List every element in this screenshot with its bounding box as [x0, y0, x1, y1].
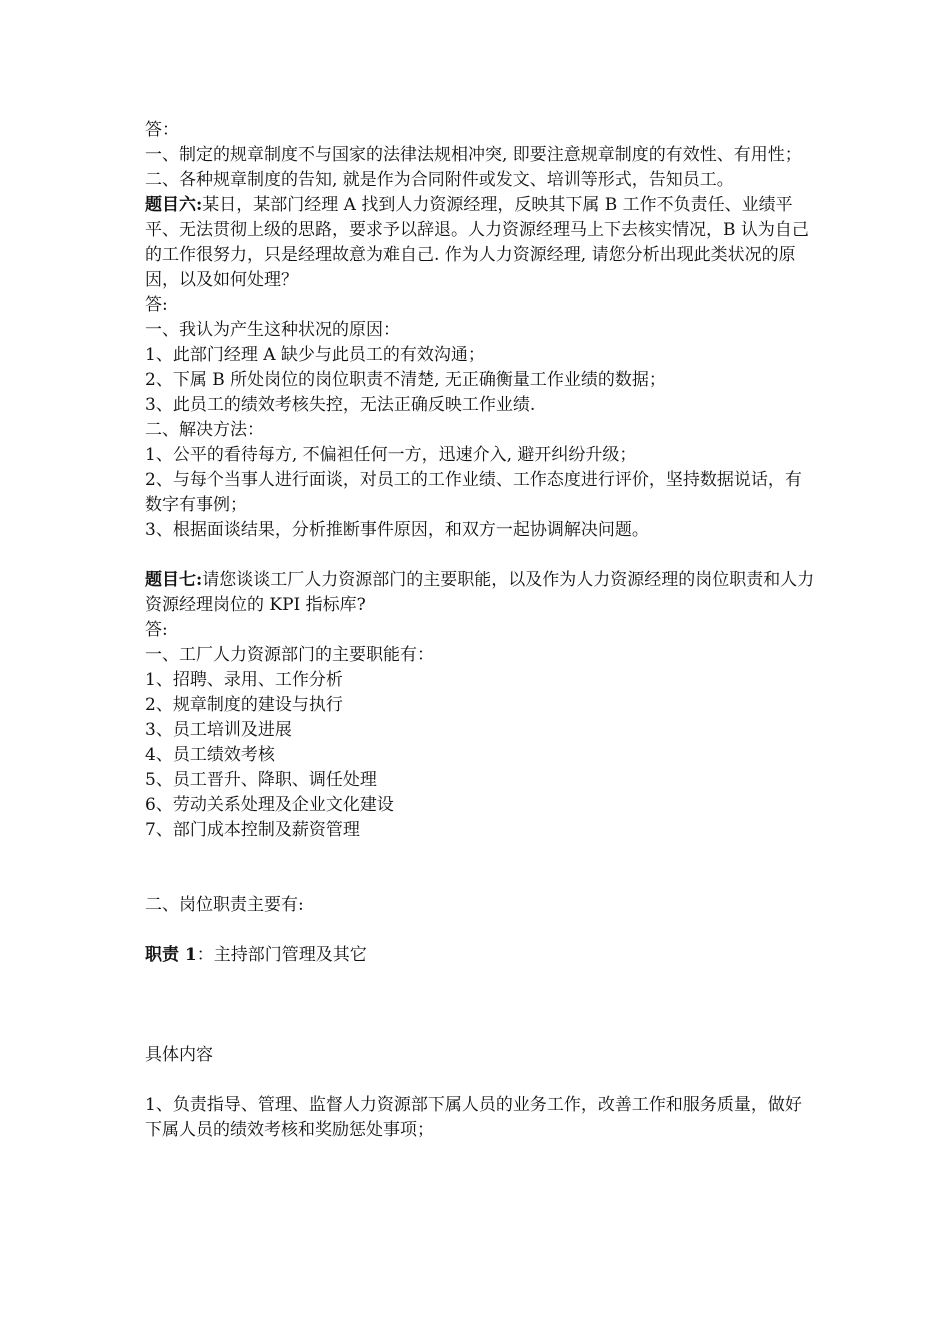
list-item: 1、公平的看待每方, 不偏袒任何一方，迅速介入, 避开纠纷升级； — [145, 445, 637, 465]
details-header: 具体内容 — [145, 1045, 213, 1065]
duty-one — [145, 943, 815, 968]
question-text: 请您谈谈工厂人力资源部门的主要职能，以及作为人力资源经理的岗位职责和人力资源经理岗位的 KPI 指标库? — [145, 570, 815, 615]
spacer — [145, 543, 815, 568]
question-seven — [145, 568, 815, 618]
list-item: 2、规章制度的建设与执行 — [145, 695, 343, 715]
section-header: 二、解决方法： — [145, 420, 264, 440]
section-header: 一、我认为产生这种状况的原因： — [145, 320, 400, 340]
list-item: 6、劳动关系处理及企业文化建设 — [145, 795, 394, 815]
list-item: 3、员工培训及进展 — [145, 720, 292, 740]
section-header: 二、岗位职责主要有: — [145, 895, 304, 915]
document-page — [145, 118, 815, 1143]
list-item: 7、部门成本控制及薪资管理 — [145, 820, 360, 840]
list-item: 5、员工晋升、降职、调任处理 — [145, 770, 377, 790]
list-item: 2、与每个当事人进行面谈，对员工的工作业绩、工作态度进行评价，坚持数据说话，有数字有事例； — [145, 470, 802, 515]
paragraph: 1、负责指导、管理、监督人力资源部下属人员的业务工作，改善工作和服务质量，做好下属人员的绩效考核和奖励惩处事项； — [145, 1095, 802, 1140]
list-item: 3、此员工的绩效考核失控，无法正确反映工作业绩. — [145, 395, 536, 415]
question-text: 某日，某部门经理 A 找到人力资源经理，反映其下属 B 工作不负责任、业绩平平、无法贯彻上级的思路，要求予以辞退。人力资源经理马上下去核实情况，B 认为自己的工作很努力，只是经理故意为难自己. 作为人力资源经理, 请您分析出现此类状况的原因，以及如何处理？ — [145, 195, 809, 290]
list-item: 1、招聘、录用、工作分析 — [145, 670, 343, 690]
spacer — [145, 843, 815, 893]
duty-text: ：主持部门管理及其它 — [196, 945, 367, 965]
question-six — [145, 193, 815, 293]
answer-label: 答: — [145, 295, 168, 315]
section-header: 一、工厂人力资源部门的主要职能有： — [145, 645, 434, 665]
list-item: 2、下属 B 所处岗位的岗位职责不清楚, 无正确衡量工作业绩的数据； — [145, 370, 666, 390]
answer-label: 答： — [145, 120, 179, 140]
duty-title: 职责 1 — [145, 945, 197, 965]
answer-label: 答: — [145, 620, 168, 640]
list-item: 4、员工绩效考核 — [145, 745, 275, 765]
paragraph: 一、制定的规章制度不与国家的法律法规相冲突, 即要注意规章制度的有效性、有用性； — [145, 145, 802, 165]
question-title: 题目六: — [145, 195, 203, 215]
question-title: 题目七: — [145, 570, 203, 590]
spacer — [145, 1068, 815, 1093]
spacer — [145, 918, 815, 943]
list-item: 3、根据面谈结果，分析推断事件原因，和双方一起协调解决问题。 — [145, 520, 649, 540]
list-item: 1、此部门经理 A 缺少与此员工的有效沟通； — [145, 345, 485, 365]
paragraph: 二、各种规章制度的告知, 就是作为合同附件或发文、培训等形式，告知员工。 — [145, 170, 734, 190]
spacer — [145, 968, 815, 1043]
